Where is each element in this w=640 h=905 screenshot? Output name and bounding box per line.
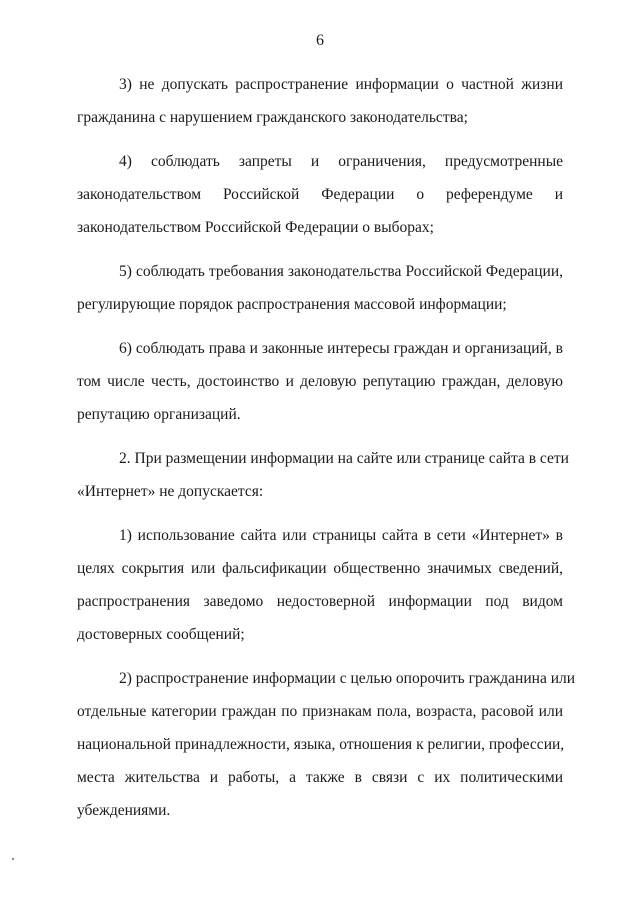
text-line: целях сокрытия или фальсификации общественно значимых сведений,: [77, 560, 563, 577]
paragraph-subitem-2: [77, 662, 576, 827]
text-line: регулирующие порядок распространения массовой информации;: [77, 296, 507, 313]
text-line: места жительства и работы, а также в связи с их политическими: [77, 769, 563, 786]
text-line: 2. При размещении информации на сайте или странице сайта в сети: [119, 450, 569, 467]
document-body: [77, 68, 576, 838]
text-line: 4) соблюдать запреты и ограничения, предусмотренные: [119, 153, 563, 170]
text-line: репутацию организаций.: [77, 406, 241, 423]
paragraph-subitem-1: [77, 519, 563, 651]
text-line: достоверных сообщений;: [77, 626, 245, 643]
paragraph-item-6: [77, 332, 563, 431]
paragraph-item-3: [77, 68, 563, 134]
text-line: законодательством Российской Федерации о выборах;: [77, 219, 434, 236]
text-line: законодательством Российской Федерации о референдуме и: [77, 186, 563, 203]
text-line: том числе честь, достоинство и деловую репутацию граждан, деловую: [77, 373, 563, 390]
text-line: гражданина с нарушением гражданского законодательства;: [77, 109, 468, 126]
paragraph-item-5: [77, 255, 563, 321]
text-line: распространения заведомо недостоверной информации под видом: [77, 593, 563, 610]
text-line: 6) соблюдать права и законные интересы граждан и организаций, в: [119, 340, 563, 357]
text-line: 3) не допускать распространение информации о частной жизни: [119, 76, 563, 93]
scan-dot: [12, 858, 14, 860]
text-line: убеждениями.: [77, 802, 171, 819]
text-line: «Интернет» не допускается:: [77, 483, 264, 500]
text-line: 1) использование сайта или страницы сайта в сети «Интернет» в: [119, 527, 563, 544]
text-line: 5) соблюдать требования законодательства Российской Федерации,: [119, 263, 563, 280]
text-line: 2) распространение информации с целью опорочить гражданина или: [119, 670, 576, 687]
page-number: 6: [316, 32, 324, 49]
text-line: отдельные категории граждан по признакам пола, возраста, расовой или: [77, 703, 563, 720]
text-line: национальной принадлежности, языка, отношения к религии, профессии,: [77, 736, 565, 753]
paragraph-item-4: [77, 145, 563, 244]
paragraph-section-2: [77, 442, 569, 508]
